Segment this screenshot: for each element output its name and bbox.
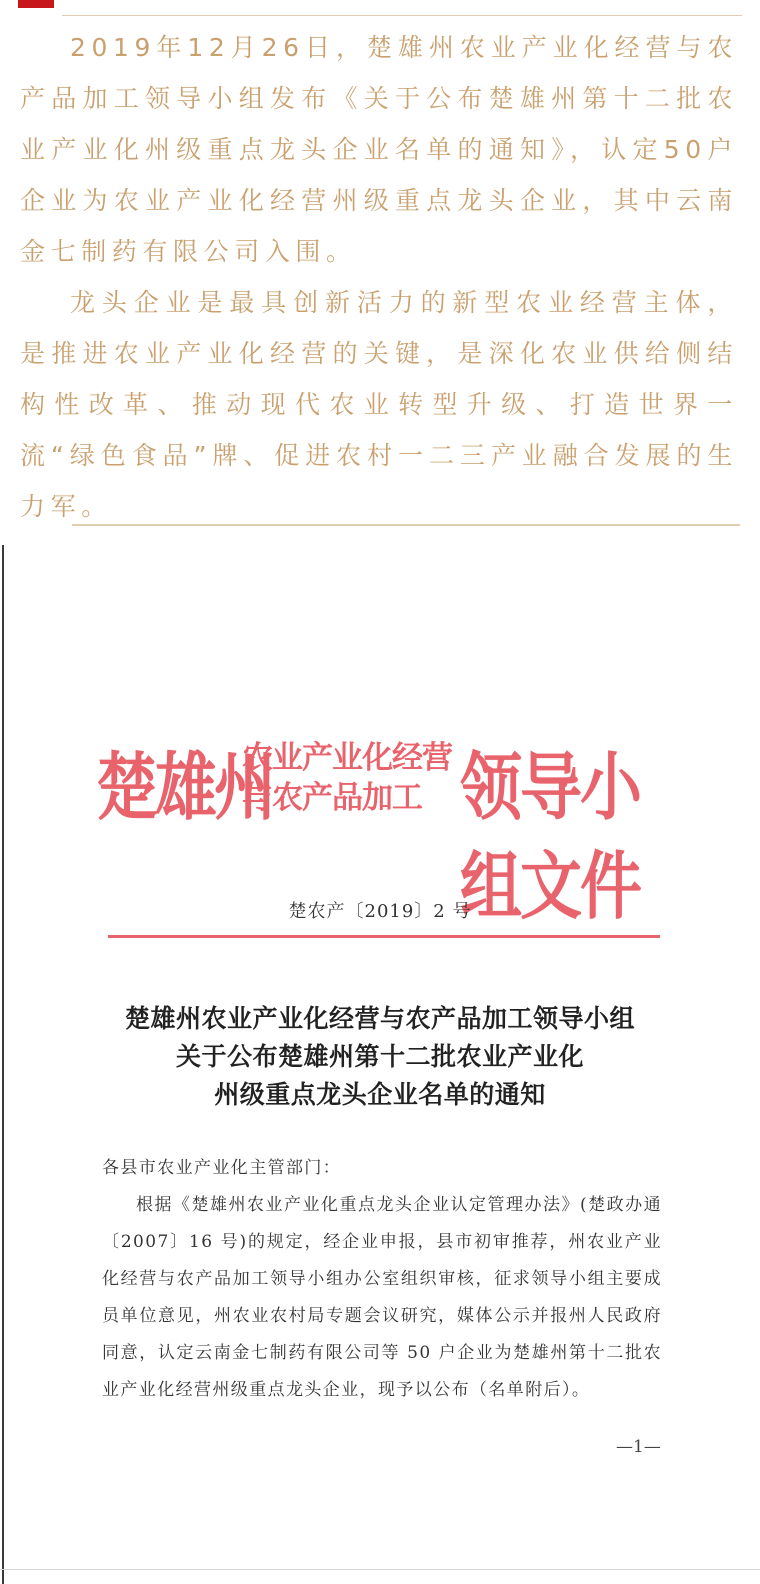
intro-text xyxy=(20,22,738,532)
title-line-1: 楚雄州农业产业化经营与农产品加工领导小组 xyxy=(124,1004,635,1033)
title-line-3: 州级重点龙头企业名单的通知 xyxy=(214,1080,546,1109)
document-number: 楚农产〔2019〕2 号 xyxy=(288,901,472,922)
body-paragraph: 根据《楚雄州农业产业化重点龙头企业认定管理办法》(楚政办通〔2007〕16 号)的规定，经企业申报，县市初审推荐，州农业产业化经营与农产品加工领导小组办公室组织审核，征求领导小组主要成员单位意见，州农业农村局专题会议研究，媒体公示并报州人民政府同意，认定云南金七制药有限公司等 50 户企业为楚雄州第十二批农业产业化经营州级重点龙头企业，现予以公布（名单附后）。 xyxy=(102,1195,662,1400)
top-divider xyxy=(62,15,742,16)
letterhead-middle-line-2: 与农产品加工 xyxy=(242,780,422,816)
letterhead-middle-line-1: 农业产业化经营 xyxy=(242,740,452,776)
letterhead-right: 领导小组文件 xyxy=(460,743,641,930)
scanned-document xyxy=(0,545,760,1584)
letterhead-left: 楚雄州 xyxy=(96,743,274,831)
intro-paragraph-1: 2019年12月26日，楚雄州农业产业化经营与农产品加工领导小组发布《关于公布楚雄州第十二批农业产业化州级重点龙头企业名单的通知》，认定50户企业为农业产业化经营州级重点龙头企业，其中云南金七制药有限公司入围。 xyxy=(20,33,738,266)
document-body xyxy=(102,1150,662,1409)
red-separator-line xyxy=(108,935,660,938)
page-number: —1— xyxy=(616,1437,661,1457)
document-edge xyxy=(2,545,4,1584)
document-title xyxy=(80,1000,680,1114)
intro-paragraph-2: 龙头企业是最具创新活力的新型农业经营主体，是推进农业产业化经营的关键，是深化农业供给侧结构性改革、推动现代农业转型升级、打造世界一流“绿色食品”牌、促进农村一二三产业融合发展的生力军。 xyxy=(20,288,738,521)
salutation: 各县市农业产业化主管部门： xyxy=(102,1158,342,1178)
letterhead-middle xyxy=(242,738,456,818)
title-line-2: 关于公布楚雄州第十二批农业产业化 xyxy=(175,1042,584,1071)
intro-bottom-divider xyxy=(72,524,740,526)
corner-accent-mark xyxy=(18,0,54,8)
document-bottom-edge xyxy=(0,1569,760,1570)
